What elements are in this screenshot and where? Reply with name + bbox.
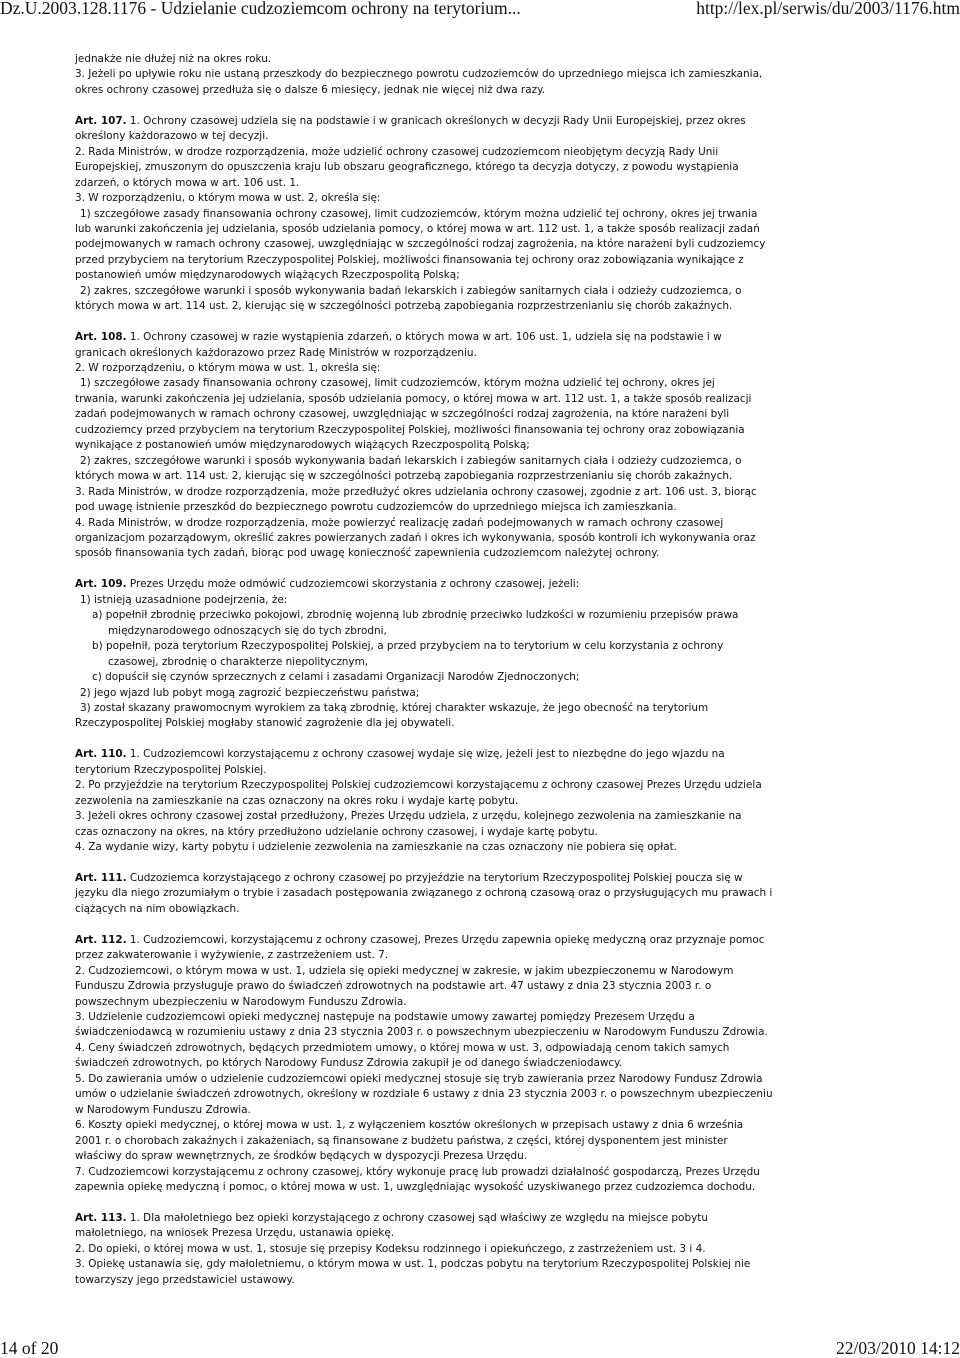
text-line: 3. Udzielenie cudzoziemcowi opieki medycznej następuje na podstawie umowy zawartej pomiędzy Prezesem Urzędu a	[75, 1011, 695, 1023]
document-url[interactable]: http://lex.pl/serwis/du/2003/1176.htm	[696, 0, 960, 18]
text-line: ciążących na nim obowiązkach.	[75, 902, 240, 915]
text-line: 2) jego wjazd lub pobyt mogą zagrozić bezpieczeństwu państwa;	[80, 686, 420, 699]
text-line: przed przybyciem na terytorium Rzeczypospolitej Polskiej, możliwości finansowania tej ochrony oraz zobowiązania wynikające z	[75, 253, 744, 266]
text-line: a) popełnił zbrodnię przeciwko pokojowi, zbrodnię wojenną lub zbrodnię przeciwko ludzkości w rozumieniu przepisów prawa	[92, 609, 739, 622]
text-line: zezwolenia na zamieszkanie na czas oznaczony na okres roku i wydaje kartę pobytu.	[75, 794, 519, 807]
paragraph-gap	[75, 917, 715, 932]
text-line: 6. Koszty opieki medycznej, o której mowa w ust. 1, z wyłączeniem kosztów określonych w przepisach ustawy z dnia 6 września	[75, 1119, 744, 1132]
text-line: 2. W rozporządzeniu, o którym mowa w ust. 1, określa się:	[75, 362, 381, 375]
text-line: Art. 110. 1. Cudzoziemcowi korzystającemu z ochrony czasowej wydaje się wizę, jeżeli jest to niezbędne do jego wjazdu na	[75, 748, 725, 761]
text-line: których mowa w art. 114 ust. 2, kierując się w szczególności potrzebą zapobiegania rozprzestrzenianiu się chorób zakaźnych.	[75, 300, 733, 313]
text-line: 3. Jeżeli okres ochrony czasowej został przedłużony, Prezes Urzędu udziela, z urzędu, kolejnego zezwolenia na zamieszkanie na	[75, 810, 742, 823]
text-line: 2. Rada Ministrów, w drodze rozporządzenia, może udzielić ochrony czasowej cudzoziemcom nieobjętym decyzją Rady Unii	[75, 145, 719, 158]
article-number: Art. 110.	[75, 748, 127, 761]
text-line: czasowej, zbrodnię o charakterze niepolitycznym,	[108, 655, 369, 668]
document-body	[75, 52, 773, 1288]
text-line: 2. Cudzoziemcowi, o którym mowa w ust. 1, udziela się opieki medycznej w zakresie, w jakim ubezpieczonemu w Narodowym	[75, 964, 734, 977]
text-line: Art. 112. 1. Cudzoziemcowi, korzystającemu z ochrony czasowej, Prezes Urzędu zapewnia opiekę medyczną oraz przyznaje pomoc	[75, 933, 765, 946]
paragraph-gap	[75, 856, 715, 871]
text-line: przez zakwaterowanie i wyżywienie, z zastrzeżeniem ust. 7.	[75, 949, 389, 962]
text-line: podejmowanych w ramach ochrony czasowej, uwzględniając w szczególności rodzaj zagrożenia, na które narażeni byli cudzoziemcy	[75, 238, 766, 251]
text-line: 3. W rozporządzeniu, o którym mowa w ust. 2, określa się:	[75, 192, 381, 205]
text-line: sposób finansowania tych zadań, biorąc pod uwagę konieczność zapewnienia cudzoziemcom należytej ochrony.	[75, 547, 660, 560]
text-line: 3. Rada Ministrów, w drodze rozporządzenia, może przedłużyć okres udzielania ochrony czasowej, zgodnie z art. 106 ust. 3, biorąc	[75, 485, 757, 498]
text-line: właściwy do spraw wewnętrznych, ze środków będących w dyspozycji Prezesa Urzędu.	[75, 1150, 528, 1163]
text-line: granicach określonych każdorazowo przez Radę Ministrów w rozporządzeniu.	[75, 346, 477, 359]
text-line: wynikające z postanowień umów międzynarodowych wiążących Rzeczpospolitą Polską;	[75, 439, 530, 452]
text-line: Rzeczypospolitej Polskiej mogłaby stanowić zagrożenie dla jej obywateli.	[75, 717, 455, 730]
text-line: organizacjom pozarządowym, określić zakres powierzanych zadań i okres ich wykonywania, sposób kontroli ich wykonywania oraz	[75, 532, 756, 545]
document-title: Dz.U.2003.128.1176 - Udzielanie cudzoziemcom ochrony na terytorium...	[0, 0, 521, 18]
text-line: 1) szczegółowe zasady finansowania ochrony czasowej, limit cudzoziemców, którym można udzielić tej ochrony, okres jej trwania	[80, 207, 758, 220]
text-line: 3) został skazany prawomocnym wyrokiem za taką zbrodnię, której charakter wskazuje, że jego obecność na terytorium	[80, 701, 709, 714]
text-line: Europejskiej, zmuszonym do opuszczenia kraju lub obszaru geograficznego, którego ta decyzja dotyczy, z powodu wystąpienia	[75, 161, 739, 174]
article-number: Art. 112.	[75, 933, 127, 946]
text-line: Art. 113. 1. Dla małoletniego bez opieki korzystającego z ochrony czasowej sąd właściwy ze względu na miejsce pobytu	[75, 1211, 708, 1224]
text-line: świadczeniodawcą w rozumieniu ustawy z dnia 23 stycznia 2003 r. o powszechnym ubezpieczeniu w Narodowym Funduszu Zdrowia.	[75, 1026, 768, 1039]
text-line: w Narodowym Funduszu Zdrowia.	[75, 1103, 251, 1116]
article-number: Art. 109.	[75, 578, 127, 591]
text-line: 3. Jeżeli po upływie roku nie ustaną przeszkody do bezpiecznego powrotu cudzoziemców do uprzedniego miejsca ich zamieszkania,	[75, 68, 763, 81]
text-line: Funduszu Zdrowia przysługuje prawo do świadczeń zdrowotnych na podstawie art. 47 ustawy z dnia 23 stycznia 2003 r. o	[75, 980, 712, 993]
paragraph-gap	[75, 98, 715, 113]
text-line: jednakże nie dłużej niż na okres roku.	[75, 53, 272, 65]
text-line: 2. Do opieki, o której mowa w ust. 1, stosuje się przepisy Kodeksu rodzinnego i opiekuńczego, z zastrzeżeniem ust. 3 i 4.	[75, 1242, 706, 1255]
text-line: b) popełnił, poza terytorium Rzeczypospolitej Polskiej, a przed przybyciem na to terytorium w celu korzystania z ochrony	[92, 640, 724, 653]
text-line: okres ochrony czasowej przedłuża się o dalsze 6 miesięcy, jednak nie więcej niż dwa razy.	[75, 83, 546, 96]
text-line: towarzyszy jego przedstawiciel ustawowy.	[75, 1273, 295, 1286]
article-number: Art. 113.	[75, 1211, 127, 1224]
text-line: pod uwagę istnienie przeszkód do bezpiecznego powrotu cudzoziemców do uprzedniego miejsca ich zamieszkania.	[75, 501, 677, 514]
page-header	[0, 0, 960, 20]
print-datetime: 22/03/2010 14:12	[836, 1338, 960, 1358]
paragraph-gap	[75, 1195, 715, 1210]
text-line: 2. Po przyjeździe na terytorium Rzeczypospolitej Polskiej cudzoziemcowi korzystającemu z ochrony czasowej Prezes Urzędu udziela	[75, 779, 762, 792]
paragraph-gap	[75, 315, 715, 330]
page-footer	[0, 1339, 960, 1357]
text-line: małoletniego, na wniosek Prezesa Urzędu, ustanawia opiekę.	[75, 1227, 395, 1240]
text-line: 1) szczegółowe zasady finansowania ochrony czasowej, limit cudzoziemców, którym można udzielić tej ochrony, okres jej	[80, 377, 715, 390]
text-line: języku dla niego zrozumiałym o trybie i zasadach postępowania związanego z ochroną czasową oraz o przysługujących mu prawach i	[75, 887, 773, 900]
text-line: 4. Ceny świadczeń zdrowotnych, będących przedmiotem umowy, o której mowa w ust. 3, odpowiadają cenom takich samych	[75, 1041, 730, 1054]
text-line: 1) istnieją uzasadnione podejrzenia, że:	[80, 593, 288, 606]
text-line: międzynarodowego odnoszących się do tych zbrodni,	[108, 624, 387, 637]
text-line: trwania, warunki zakończenia jej udzielania, sposób udzielania pomocy, o której mowa w art. 112 ust. 1, a także sposób realizacji	[75, 392, 752, 405]
text-line: 2) zakres, szczegółowe warunki i sposób wykonywania badań lekarskich i zabiegów sanitarnych ciała i odzieży cudzoziemca, o	[80, 284, 742, 297]
text-line: 5. Do zawierania umów o udzielenie cudzoziemcowi opieki medycznej stosuje się tryb zawierania przez Narodowy Fundusz Zdrowia	[75, 1072, 763, 1085]
text-line: Art. 111. Cudzoziemca korzystającego z ochrony czasowej po przyjeździe na terytorium Rzeczypospolitej Polskiej poucza się w	[75, 871, 743, 884]
text-line: zadań podejmowanych w ramach ochrony czasowej, uwzględniając w szczególności rodzaj zagrożenia, na które narażeni byli	[75, 408, 730, 421]
paragraph-gap	[75, 732, 715, 747]
text-line: świadczeń zdrowotnych, po których Narodowy Fundusz Zdrowia zakupił je od danego świadczeniodawcy.	[75, 1057, 623, 1070]
text-line: postanowień umów międzynarodowych wiążących Rzeczpospolitą Polską;	[75, 269, 460, 282]
text-line: zapewnia opiekę medyczną i pomoc, o której mowa w ust. 1, uwzględniając wysokość uzyskiwanego przez cudzoziemca dochodu.	[75, 1180, 756, 1193]
article-number: Art. 108.	[75, 331, 127, 344]
paragraph-gap	[75, 562, 715, 577]
text-line: Art. 107. 1. Ochrony czasowej udziela się na podstawie i w granicach określonych w decyzji Rady Unii Europejskiej, przez okres	[75, 114, 746, 127]
text-line: 2) zakres, szczegółowe warunki i sposób wykonywania badań lekarskich i zabiegów sanitarnych ciała i odzieży cudzoziemca, o	[80, 454, 742, 467]
text-line: c) dopuścił się czynów sprzecznych z celami i zasadami Organizacji Narodów Zjednoczonych;	[92, 671, 580, 684]
text-line: lub warunki zakończenia jej udzielania, sposób udzielania pomocy, o której mowa w art. 112 ust. 1, a także sposób realizacji zadań	[75, 222, 760, 235]
text-line: 2001 r. o chorobach zakaźnych i zakażeniach, są finansowane z budżetu państwa, z części, której dysponentem jest minister	[75, 1134, 728, 1147]
article-number: Art. 107.	[75, 114, 127, 127]
page-number: 14 of 20	[0, 1338, 59, 1358]
text-line: cudzoziemcy przed przybyciem na terytorium Rzeczypospolitej Polskiej, możliwości finansowania tej ochrony oraz zobowiązania	[75, 423, 745, 436]
text-line: umów o udzielanie świadczeń zdrowotnych, określony w rozdziale 6 ustawy z dnia 23 stycznia 2003 r. o powszechnym ubezpieczeniu	[75, 1088, 773, 1101]
text-line: 4. Za wydanie wizy, karty pobytu i udzielenie zezwolenia na zamieszkanie na czas oznaczony nie pobiera się opłat.	[75, 841, 678, 854]
text-line: powszechnym ubezpieczeniu w Narodowym Funduszu Zdrowia.	[75, 995, 407, 1008]
text-line: czas oznaczony na okres, na który przedłużono udzielanie ochrony czasowej, i wydaje kartę pobytu.	[75, 825, 598, 838]
text-line: 3. Opiekę ustanawia się, gdy małoletniemu, o którym mowa w ust. 1, podczas pobytu na terytorium Rzeczypospolitej Polskiej nie	[75, 1258, 751, 1271]
text-line: Art. 108. 1. Ochrony czasowej w razie wystąpienia zdarzeń, o których mowa w art. 106 ust. 1, udziela się na podstawie i w	[75, 331, 722, 344]
text-line: których mowa w art. 114 ust. 2, kierując się w szczególności potrzebą zapobiegania rozprzestrzenianiu się chorób zakaźnych.	[75, 470, 733, 483]
text-line: zdarzeń, o których mowa w art. 106 ust. 1.	[75, 176, 300, 189]
article-number: Art. 111.	[75, 871, 127, 884]
text-line: określony każdorazowo w tej decyzji.	[75, 130, 269, 143]
text-line: terytorium Rzeczypospolitej Polskiej.	[75, 763, 267, 776]
text-line: 7. Cudzoziemcowi korzystającemu z ochrony czasowej, który wykonuje pracę lub prowadzi działalność gospodarczą, Prezes Urzędu	[75, 1165, 760, 1178]
text-line: Art. 109. Prezes Urzędu może odmówić cudzoziemcowi skorzystania z ochrony czasowej, jeżeli:	[75, 578, 580, 591]
text-line: 4. Rada Ministrów, w drodze rozporządzenia, może powierzyć realizację zadań podejmowanych w ramach ochrony czasowej	[75, 516, 724, 529]
